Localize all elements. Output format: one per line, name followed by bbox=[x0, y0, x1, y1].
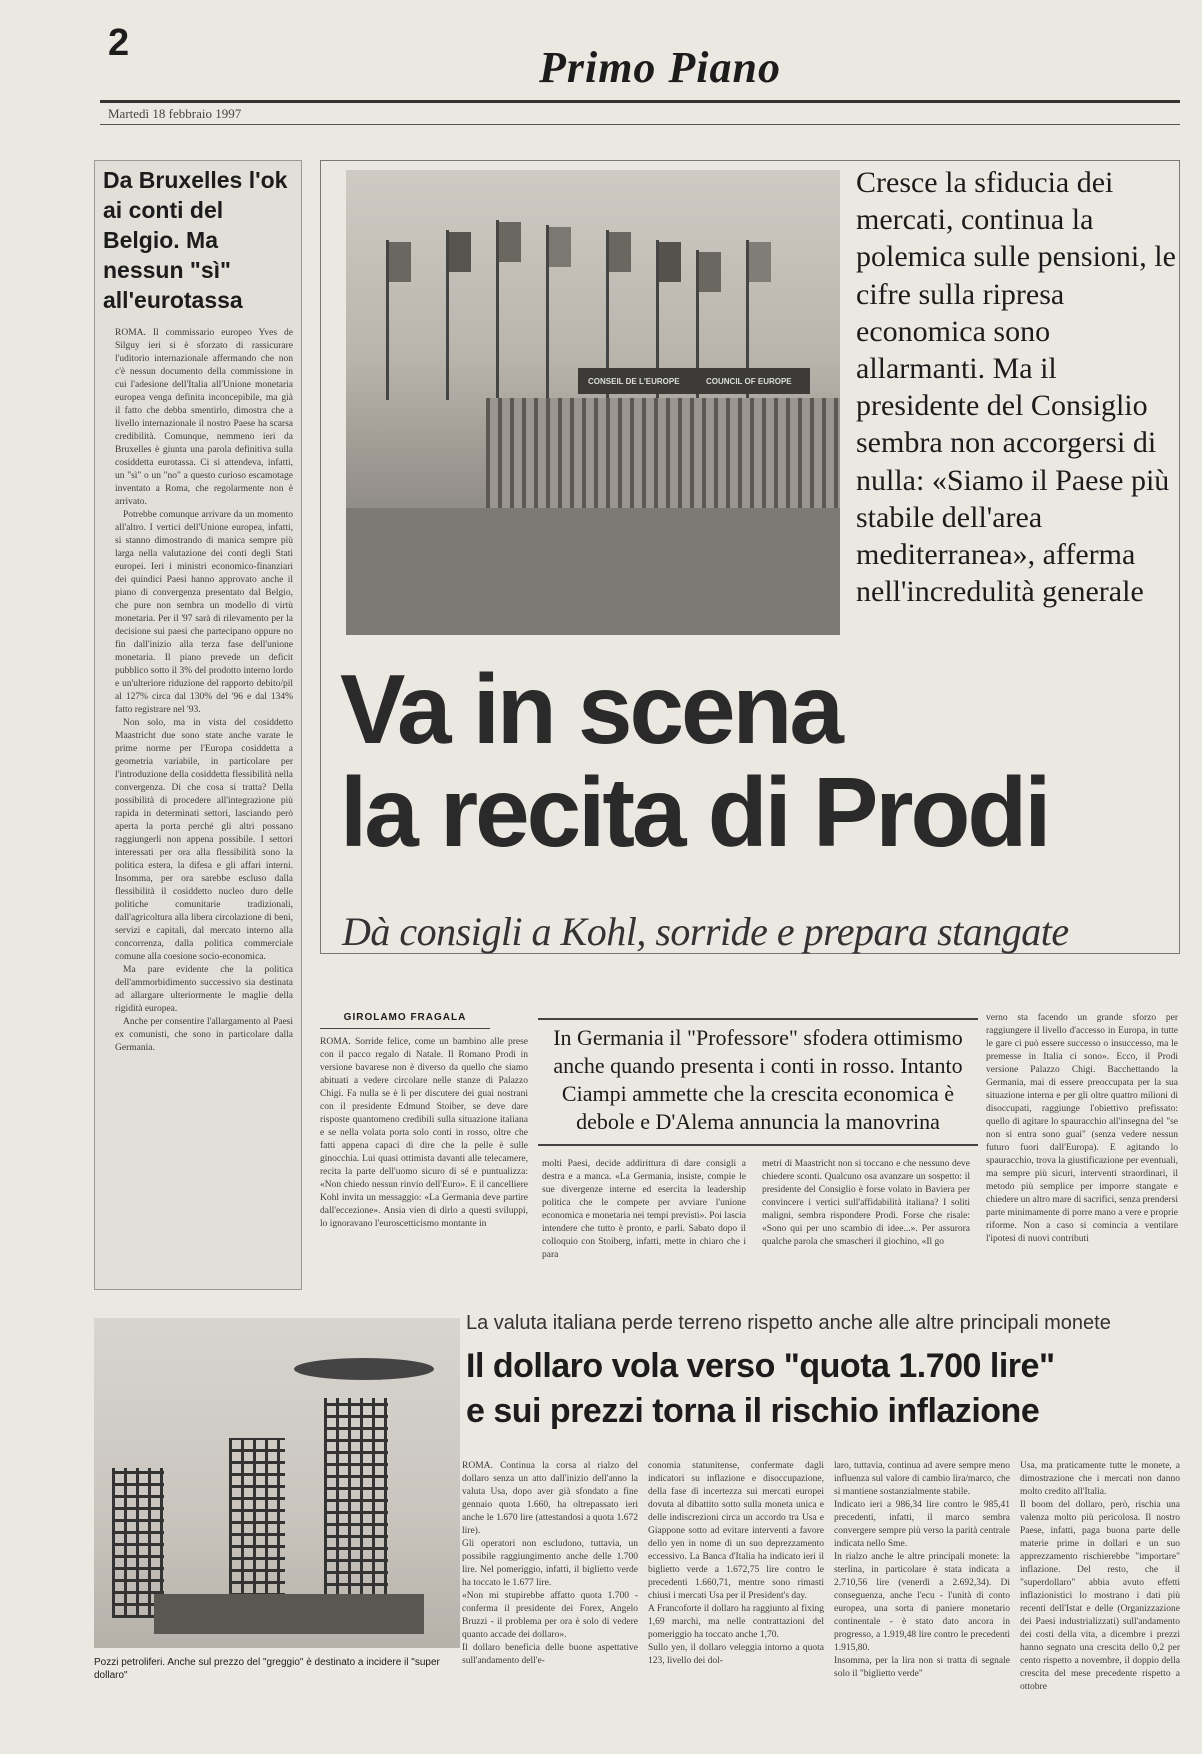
pull-quote: In Germania il "Professore" sfodera ottimismo anche quando presenta i conti in rosso. Intanto Ciampi ammette che la crescita economica è debole e D'Alema annuncia la manovrina bbox=[538, 1018, 978, 1146]
section-title: Primo Piano bbox=[538, 43, 782, 92]
bottom-column-1: ROMA. Continua la corsa al rialzo del dollaro senza un atto dall'inizio dell'anno la valuta Usa, dopo aver già sfondato a fine gennaio quota 1.660, ha oltrepassato ieri anche le 1.670 lire (attestandosi a quota 1.672 lire). Gli operatori non escludono, tuttavia, un possibile raggiungimento anche delle 1.700 lire. Nel pomeriggio, infatti, il biglietto verde ha toccato le 1.677 lire. «Non mi stupirebbe affatto quota 1.700 - conferma il presidente dei Forex, Angelo Bruzzi - il problema per ora è solo di vedere quanto accade dei dollaro». Il dollaro beneficia delle buone aspettative sull'andamento dell'e- bbox=[462, 1461, 638, 1666]
sidebar-paragraph: Non solo, ma in vista del cosiddetto Maastricht due sono state anche varate le prime norme per l'Europa cosiddetta a geometria variabile, in particolare per l'introduzione della cosiddetta flessibilità nella convergenza. Di che cosa si tratta? Della possibilità di procedere all'integrazione più rapida in determinati settori, lasciando però aperta la porta perché gli altri possano raggiungerli non appena possibile. I settori interessati per ora alla flessibilità sono la politica estera, la difesa e gli affari interni. Insomma, per ora sarebbe escluso dalla flessibilità il cosiddetto nucleo duro delle politiche comunitarie tradizionali, dall'agricoltura alla libera circolazione di beni, servizi e capitali, dal mercato interno alla concorrenza, dalla politica commerciale comune alla coesione socio-economica. bbox=[115, 718, 293, 962]
main-subheadline: Dà consigli a Kohl, sorride e prepara stangate bbox=[342, 909, 1069, 954]
sidebar-paragraph: ROMA. Il commissario europeo Yves de Silguy ieri si è sforzato di rassicurare l'uditorio internazionale affermando che non c'è nessun documento della commissione in cui l'adesione dell'Italia all'Unione monetaria europea venga definita inconcepibile, ma già il fatto che debba smentirlo, dimostra che a livello internazionale il nostro Paese ha scarsa credibilità. Comunque, nemmeno ieri da Bruxelles è giunta una parola definitiva sulla cosiddetta eurotassa. Ci si attendeva, infatti, un "sì" o un "no" a questo curioso escamotage inventato a Roma, che regolarmente non è arrivato. bbox=[115, 328, 293, 507]
header-rule-thin bbox=[100, 124, 1180, 125]
feature-column-2: molti Paesi, decide addirittura di dare consigli a destra e a manca. «La Germania, insiste, compie le sue divergenze interne ed esercita la leadership politica che le compete per avviare l'unione economica e monetaria nei tempi previsti». Poi lascia intendere che tutto è pronto, e parli. Sabato dopo il colloquio con Stoiberg, infatti, mette in chiaro che i para bbox=[542, 1159, 746, 1260]
issue-date: Martedì 18 febbraio 1997 bbox=[108, 106, 242, 121]
bottom-kicker: La valuta italiana perde terreno rispetto anche alle altre principali monete bbox=[466, 1312, 1111, 1334]
sidebar-paragraph: Anche per consentire l'allargamento al Paesi ex comunisti, che sono in particolare dalla Germania. bbox=[115, 1017, 293, 1053]
sidebar-paragraph: Potrebbe comunque arrivare da un momento all'altro. I vertici dell'Unione europea, infatti, si stanno dimostrando di manica sempre più larga nella valutazione dei conti degli Stati europei. Ieri i ministri economico-finanziari dei quindici Paesi hanno approvato anche il piano di convergenza presentato dal Belgio, che pure non sembra un modello di virtù monetaria. Per il '97 sarà di rilevamento per la decisione sui paesi che partecipano oppure no fin dall'inizio alla terza fase dell'unione monetaria. Il piano prevede un deficit pubblico sotto il 3% del prodotto interno lordo e un'ulteriore riduzione del rapporto debito/pil al 127% circa dal 130% del '96 e dal 134% fatto registrare nel '93. bbox=[115, 510, 293, 715]
main-headline-line2: la recita di Prodi bbox=[340, 757, 1049, 867]
bottom-column-4: Usa, ma praticamente tutte le monete, a dimostrazione che i mercati non danno molto credito all'Italia. Il boom del dollaro, però, rischia una valenza molto più pericolosa. Il nostro Paese, infatti, paga buona parte delle materie prime in dollari e un suo apprezzamento rischierebbe "importare" inflazione. Del resto, che il "superdollaro" abbia avuto effetti inflazionistici lo mostrano i dati più recenti dell'Istat e delle (Organizzazione dei Paesi industrializzati) sull'andamento dei costi della vita, a dicembre i prezzi hanno segnato una crescita dello 0,2 per cento rispetto a novembre, il doppio della crescita del mese precedente rispetto a ottobre bbox=[1020, 1461, 1180, 1692]
photo-caption: Pozzi petroliferi. Anche sul prezzo del "greggio" è destinato a incidere il "super dollaro" bbox=[94, 1657, 440, 1681]
sign-text-english: COUNCIL OF EUROPE bbox=[706, 377, 792, 386]
oil-rig-photo bbox=[94, 1318, 460, 1648]
bottom-headline-line1: Il dollaro vola verso "quota 1.700 lire" bbox=[466, 1347, 1055, 1385]
header-rule bbox=[100, 100, 1180, 103]
sign-text-french: CONSEIL DE L'EUROPE bbox=[588, 377, 680, 386]
main-headline bbox=[340, 654, 1170, 867]
feature-column-1: ROMA. Sorride felice, come un bambino alle prese con il pacco regalo di Natale. Il Romano Prodi in versione bavarese non è diverso da quello che siamo abituati a vedere circolare nelle stanze di Palazzo Chigi. Fa nulla se è lì per discutere dei guai nostrani con il presidente Edmund Stoiber, se deve dare risposte quantomeno credibili sulla situazione italiana e se nella volata porta solo conti in rosso, oltre che fatti appena capaci di dire che la pelle è sulle ginocchia. Lui quasi ottimista davanti alle telecamere, recita la parte dell'uomo sicuro di sé e puntualizza: «Non chiedo nessun rinvio dell'Euro». E il cancelliere Kohl invita un messaggio: «La Germania deve partire dall'eccezione». Ansia vien di dirlo a questi sviluppi, lo ignoravano l'euroscetticismo montante in bbox=[320, 1037, 528, 1229]
sidebar-headline: Da Bruxelles l'ok ai conti del Belgio. Ma nessun "sì" all'eurotassa bbox=[103, 167, 288, 313]
bottom-column-3: laro, tuttavia, continua ad avere sempre meno influenza sul valore di cambio lira/marco, che si mantiene sostanzialmente stabile. Indicato ieri a 986,34 lire contro le 985,41 precedenti, infatti, il marco sembra convergere sempre più verso la parità centrale indicata nello Sme. In rialzo anche le altre principali monete: la sterlina, in particolare è stata indicata a 2.710,56 lire (venerdì a 2.692,34). Di conseguenza, anche l'ecu - l'unità di conto europea, una sorta di paniere monetario continentale - è stato dato ancora in progresso, a 1.919,48 lire contro le precedenti 1.915,80. Insomma, per la lira non si tratta di segnale solo il "biglietto verde" bbox=[834, 1461, 1010, 1679]
sidebar-paragraph: Ma pare evidente che la politica dell'ammorbidimento successivo sia destinata ad allargare ulteriormente le maglie della rigidità europea. bbox=[115, 965, 293, 1014]
lawn bbox=[346, 508, 840, 635]
bottom-headline bbox=[466, 1344, 1186, 1434]
page-number: 2 bbox=[108, 22, 130, 64]
oil-rig-tower bbox=[324, 1398, 388, 1598]
rig-base bbox=[154, 1594, 424, 1634]
oil-rig-tower bbox=[229, 1438, 285, 1608]
sidebar-article bbox=[94, 160, 302, 1290]
feature-deck: Cresce la sfiducia dei mercati, continua la polemica sulle pensioni, le cifre sulla ripresa economica sono allarmanti. Ma il presidente del Consiglio sembra non accorgersi di nulla: «Siamo il Paese più stabile dell'area mediterranea», afferma nell'incredulità generale bbox=[856, 166, 1176, 609]
council-of-europe-photo bbox=[346, 170, 840, 635]
bottom-column-2: conomia statunitense, confermate dagli indicatori su inflazione e disoccupazione, della fase di incertezza sui mercati europei dovuta al dibattito sotto sulla moneta unica e delle indiscrezioni circa un accordo tra Usa e Giappone sotto ad evitare interventi a favore dello yen in nome di un suo deprezzamento eccessivo. La Banca d'Italia ha indicato ieri il biglietto verde a 1.672,75 lire contro le precedenti 1.660,71, mentre sono rimasti chiusi i mercati Usa per il President's day. A Francoforte il dollaro ha raggiunto al fixing 1,69 marchi, ma nelle contrattazioni del pomeriggio ha toccato anche 1,70. Sullo yen, il dollaro veleggia intorno a quota 123, livello dei dol- bbox=[648, 1461, 824, 1666]
helipad bbox=[294, 1358, 434, 1380]
byline-rule bbox=[320, 1028, 490, 1029]
building-facade bbox=[486, 398, 840, 508]
feature-column-4: verno sta facendo un grande sforzo per raggiungere il livello d'accesso in Europa, in tutte le gare ci può essere successo o insuccesso, ma le premesse in Italia ci sono». Ecco, il Prodi versione Palazzo Chigi. Bacchettando la Germania, mai di essere preoccupata per la sua situazione interna e per gli oltre quattro milioni di disoccupati, raggiunge l'obiettivo prefissato: quello di agitare lo spauracchio all'insegna del "se non si entra sono guai" (senza vedere nessun futuro fuori dall'Europa). E agitando lo spauracchio, trova la giustificazione per eventuali, ma sempre più sicuri, interventi straordinari, il metodo più semplice per imporre stangate e chiedere un altro mare di sacrifici, senza prendersi parte minimamente di porre mano a vere e proprie riforme. Non a caso si comincia a ventilare l'ipotesi di nuovi contributi bbox=[986, 1013, 1178, 1244]
bottom-headline-line2: e sui prezzi torna il rischio inflazione bbox=[466, 1392, 1040, 1430]
sidebar-body bbox=[115, 327, 293, 1281]
council-sign bbox=[578, 368, 810, 394]
main-headline-line1: Va in scena bbox=[340, 654, 841, 764]
feature-column-3: metri di Maastricht non si toccano e che nessuno deve chiedere sconti. Qualcuno osa avanzare un sospetto: il presidente del Consiglio è forse volato in Baviera per convincere i vertici sull'affidabilità italiana? I soliti maligni, sembra rispondere Prodi. Forse che risale: «Sono qui per uno scambio di idee...». Per assurora qualche parola che smascheri il giochino, «Il go bbox=[762, 1159, 970, 1247]
byline: GIROLAMO FRAGALA bbox=[343, 1012, 467, 1023]
